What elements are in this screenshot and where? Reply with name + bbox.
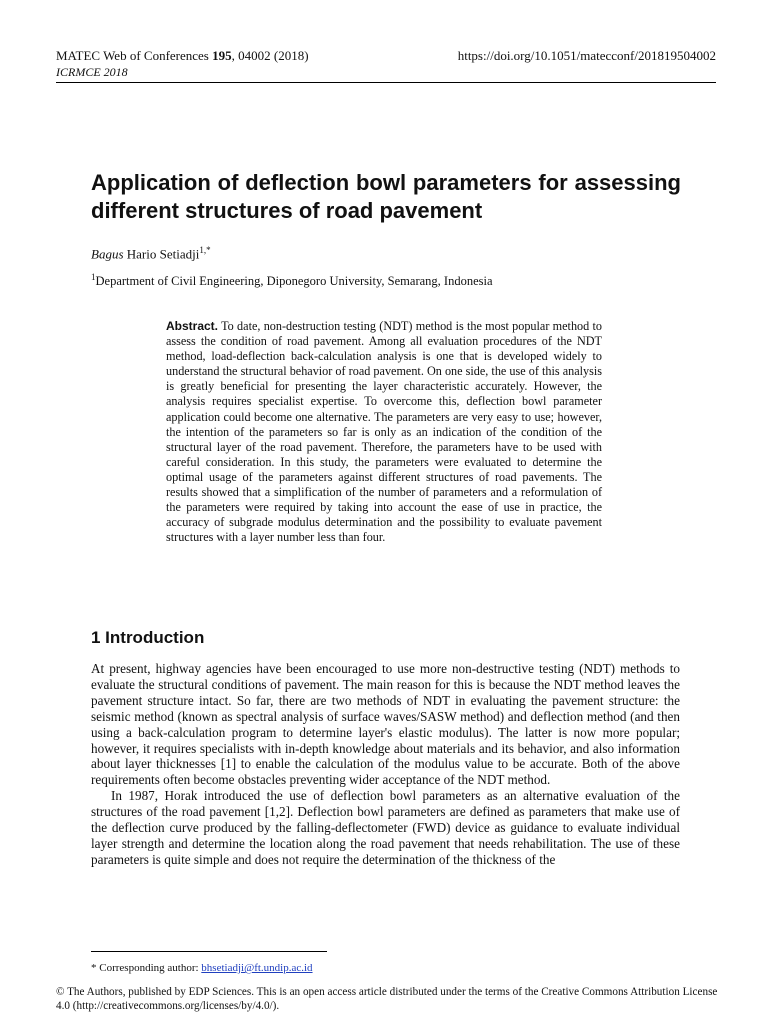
paper-title: Application of deflection bowl parameters for assessing different structures of road pavement	[91, 170, 681, 223]
footnote-divider	[91, 951, 327, 952]
running-header	[56, 48, 716, 80]
conference-name: ICRMCE 2018	[56, 65, 128, 79]
footnote-corresponding-author: * Corresponding author: bhsetiadji@ft.undip.ac.id	[91, 962, 313, 974]
paragraph-1: At present, highway agencies have been encouraged to use more non-destructive testing (NDT) methods to evaluate the structural conditions of pavement. The main reason for this is because the NDT method leaves the pavement structure intact. So far, there are two methods of NDT in evaluating the pavement structure: the seismic method (known as spectral analysis of surface waves/SASW method) and deflection method (and then using a back-calculation program to determine layer's elastic modulus). The latter is now more popular; however, it requires specialists with in-depth knowledge about materials and its behavior, and also information about layer thicknesses [1] to enable the calculation of the modulus value to be accurate. Both of the above requirements often become obstacles preventing wider acceptance of the NDT method.	[91, 661, 680, 788]
header-divider	[56, 82, 716, 83]
abstract-label: Abstract.	[166, 319, 219, 333]
section-heading-introduction: 1 Introduction	[91, 628, 205, 647]
paragraph-2: In 1987, Horak introduced the use of deflection bowl parameters as an alternative evaluation of the structures of the road pavement [1,2]. Deflection bowl parameters are defined as parameters that make use of the deflection curve produced by the falling-deflectometer (FWD) device as guidance to evaluate individual layer strength and determine the location along the road pavement that needs rehabilitation. The use of these parameters is quite simple and does not require the determination of the thickness of the	[91, 788, 680, 867]
doi-link[interactable]: https://doi.org/10.1051/matecconf/201819504002	[457, 48, 716, 63]
author-email-link[interactable]: bhsetiadji@ft.undip.ac.id	[201, 962, 313, 974]
journal-citation: MATEC Web of Conferences 195, 04002 (2018)	[56, 48, 309, 63]
abstract	[166, 319, 602, 545]
introduction-body	[91, 661, 680, 868]
license-notice: © The Authors, published by EDP Sciences. This is an open access article distributed under the terms of the Creative Commons Attribution License 4.0 (http://creativecommons.org/licenses/by/4.0/).	[56, 986, 718, 1012]
author-line: Bagus Hario Setiadji$^{1,*}$	[91, 245, 211, 262]
affiliation: $^1$Department of Civil Engineering, Diponegoro University, Semarang, Indonesia	[91, 272, 493, 289]
abstract-text: To date, non-destruction testing (NDT) method is the most popular method to assess the condition of road pavement. Among all evaluation procedures of the NDT method, load-deflection back-calculation analysis is one that is developed widely to understand the structural behavior of road pavement. On one side, the use of this analysis is greatly beneficial for presenting the layer characteristic accurately. However, the analysis requires specialist expertise. To overcome this, deflection bowl parameter application could become one alternative. The parameters are very easy to use; however, the intention of the parameters so far is only as an indication of the condition of the structural layer of the road pavement. Therefore, the parameters have to be used with careful consideration. In this study, the parameters were evaluated to determine the optimal usage of the parameters against different structures of road pavements. The results showed that a simplification of the number of parameters and a reformulation of the parameters were required by taking into account the ease of use in practice, the accuracy of subgrade modulus determination and the possibility to evaluate pavement structures with a layer number less than four.	[166, 319, 602, 545]
